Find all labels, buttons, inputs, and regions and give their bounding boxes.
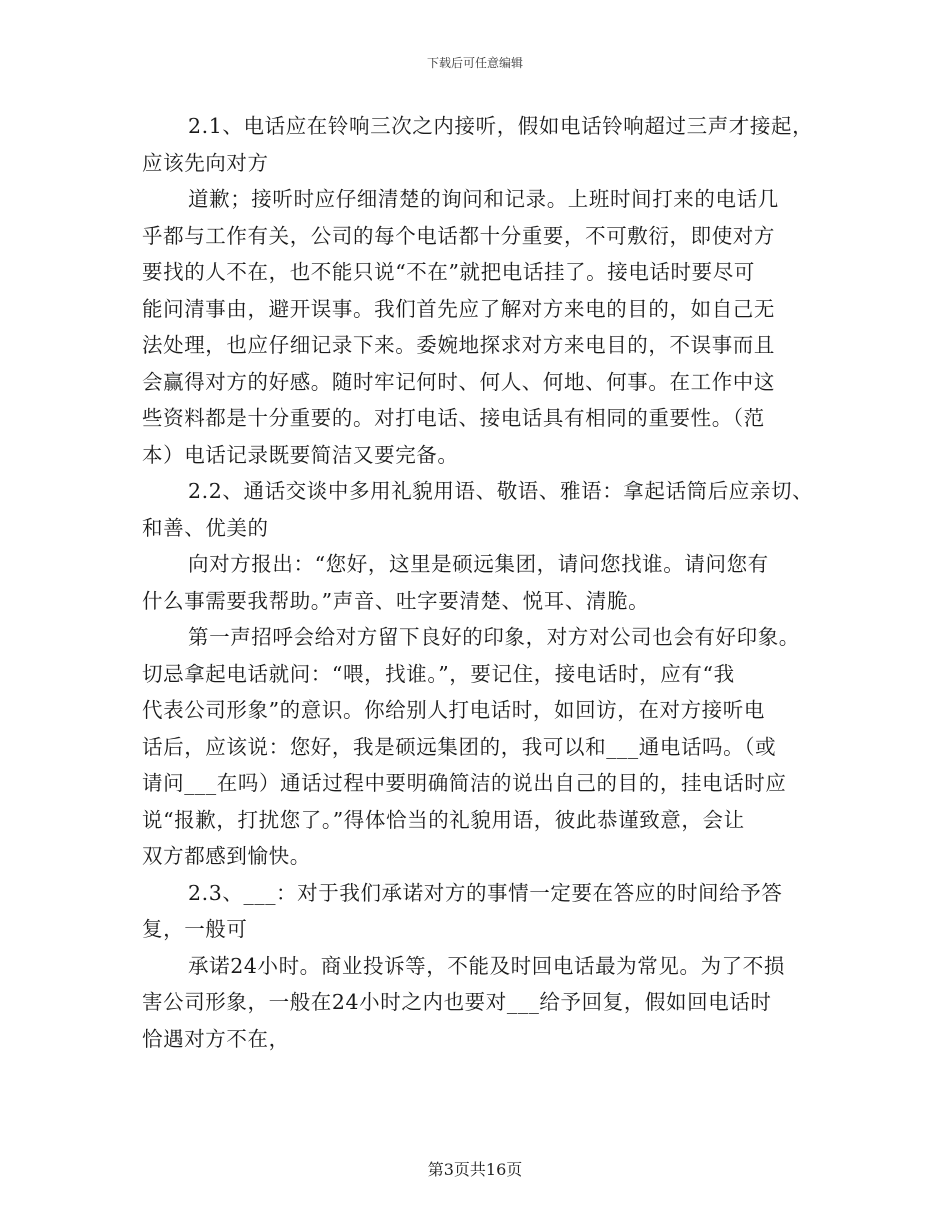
body-line: 法处理，也应仔细记录下来。委婉地探求对方来电目的，不误事而且 <box>142 333 775 357</box>
body-line: 要找的人不在，也不能只说“不在”就把电话挂了。接电话时要尽可 <box>142 260 755 284</box>
body-line: 会赢得对方的好感。随时牢记何时、何人、何地、何事。在工作中这 <box>142 369 775 394</box>
body-line: 代表公司形象”的意识。你给别人打电话时，如回访，在对方接听电 <box>142 698 765 722</box>
body-line: 能问清事由，避开误事。我们首先应了解对方来电的目的，如自己无 <box>142 296 775 321</box>
body-line: 向对方报出：“您好，这里是硕远集团，请问您找谁。请问您有 <box>188 552 769 576</box>
document-body <box>142 108 822 1057</box>
body-line: 什么事需要我帮助。”声音、吐字要清楚、悦耳、清脆。 <box>142 588 650 613</box>
body-line: 复，一般可 <box>142 917 248 941</box>
body-line: 第一声招呼会给对方留下良好的印象，对方对公司也会有好印象。 <box>188 625 800 649</box>
body-line: 请问___在吗）通话过程中要明确简洁的说出自己的目的，挂电话时应 <box>142 771 787 795</box>
body-line: 乎都与工作有关，公司的每个电话都十分重要，不可敷衍，即使对方 <box>142 223 775 248</box>
body-line: 些资料都是十分重要的。对打电话、接电话具有相同的重要性。（范 <box>142 406 765 430</box>
body-line: 承诺24小时。商业投诉等，不能及时回电话最为常见。为了不损 <box>188 953 785 978</box>
body-line: 恰遇对方不在， <box>142 1026 290 1051</box>
body-line: 2.1、电话应在铃响三次之内接听，假如电话铃响超过三声才接起， <box>188 114 814 138</box>
body-line: 害公司形象，一般在24小时之内也要对___给予回复，假如回电话时 <box>142 990 772 1014</box>
page-header: 下载后可任意编辑 <box>426 56 523 70</box>
body-line: 2.2、通话交谈中多用礼貌用语、敬语、雅语：拿起话筒后应亲切、 <box>188 479 814 503</box>
body-line: 说“报歉，打扰您了。”得体恰当的礼貌用语，彼此恭谨致意，会让 <box>142 807 745 832</box>
body-line: 和善、优美的 <box>142 515 269 540</box>
body-line: 道歉；接听时应仔细清楚的询问和记录。上班时间打来的电话几 <box>188 187 779 211</box>
body-line: 切忌拿起电话就问：“喂，找谁。”，要记住，接电话时，应有“我 <box>142 661 735 686</box>
body-line: 2.3、___：对于我们承诺对方的事情一定要在答应的时间给予答 <box>188 880 783 905</box>
body-line: 应该先向对方 <box>142 150 269 175</box>
body-line: 话后，应该说：您好，我是硕远集团的，我可以和___通电话吗。（或 <box>142 734 777 759</box>
body-line: 双方都感到愉快。 <box>142 844 311 868</box>
page-footer: 第3页共16页 <box>427 1160 523 1179</box>
body-line: 本）电话记录既要简洁又要完备。 <box>142 442 459 467</box>
